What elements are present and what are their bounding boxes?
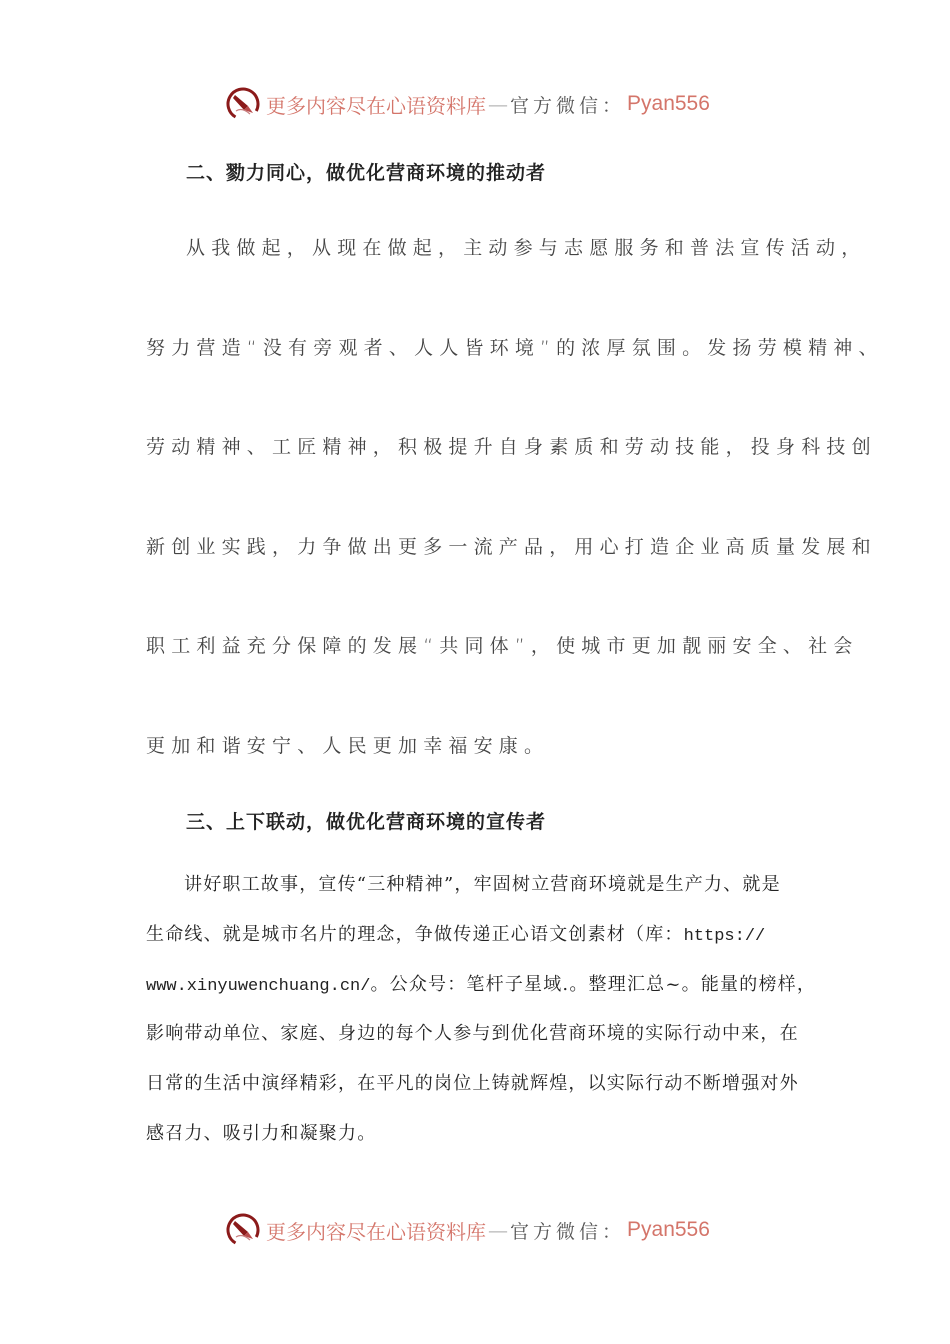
paragraph-line: 新创业实践，力争做出更多一流产品，用心打造企业高质量发展和 [146,536,877,558]
pen-nib-logo-icon [226,87,260,121]
section-2-heading: 二、勠力同心，做优化营商环境的推动者 [186,162,547,184]
footer-watermark-banner [226,1210,710,1250]
section-3-heading: 三、上下联动，做优化营商环境的宣传者 [186,811,547,833]
banner-wechat-id: Pyan556 [627,1218,710,1241]
banner-wechat-label: 官方微信： [510,94,626,117]
paragraph-line: 努力营造“没有旁观者、人人皆环境”的浓厚氛围。发扬劳模精神、 [146,337,884,359]
paragraph-line: 日常的生活中演绎精彩，在平凡的岗位上铸就辉煌，以实际行动不断增强对外 [146,1073,799,1094]
pen-nib-logo-icon [226,1213,260,1247]
banner-wechat-label: 官方微信： [510,1220,626,1243]
banner-site-text: 更多内容尽在心语资料库 [266,1219,486,1244]
banner-dash: — [488,92,508,116]
paragraph-line: 影响带动单位、家庭、身边的每个人参与到优化营商环境的实际行动中来，在 [146,1023,799,1044]
paragraph-text: 。公众号：笔杆子星域.。整理汇总~。能量的榜样， [370,974,817,995]
paragraph-line: 更加和谐安宁、人民更加幸福安康。 [146,735,550,757]
paragraph-line: 从我做起，从现在做起，主动参与志愿服务和普法宣传活动， [186,237,867,259]
url-fragment: www.xinyuwenchuang.cn/ [146,977,371,996]
paragraph-line: 讲好职工故事，宣传“三种精神”，牢固树立营商环境就是生产力、就是 [184,874,781,895]
paragraph-text: 生命线、就是城市名片的理念，争做传递正心语文创素材（库： [146,924,684,945]
paragraph-line: 职工利益充分保障的发展“共同体”，使城市更加靓丽安全、社会 [146,635,859,657]
banner-dash: — [488,1218,508,1242]
header-watermark-banner [226,84,710,124]
paragraph-line [146,970,816,996]
banner-site-text: 更多内容尽在心语资料库 [266,93,486,118]
paragraph-line [146,920,765,946]
url-fragment: https:// [683,927,766,946]
paragraph-line: 劳动精神、工匠精神，积极提升自身素质和劳动技能，投身科技创 [146,436,877,458]
paragraph-line: 感召力、吸引力和凝聚力。 [146,1123,377,1144]
banner-wechat-id: Pyan556 [627,92,710,115]
